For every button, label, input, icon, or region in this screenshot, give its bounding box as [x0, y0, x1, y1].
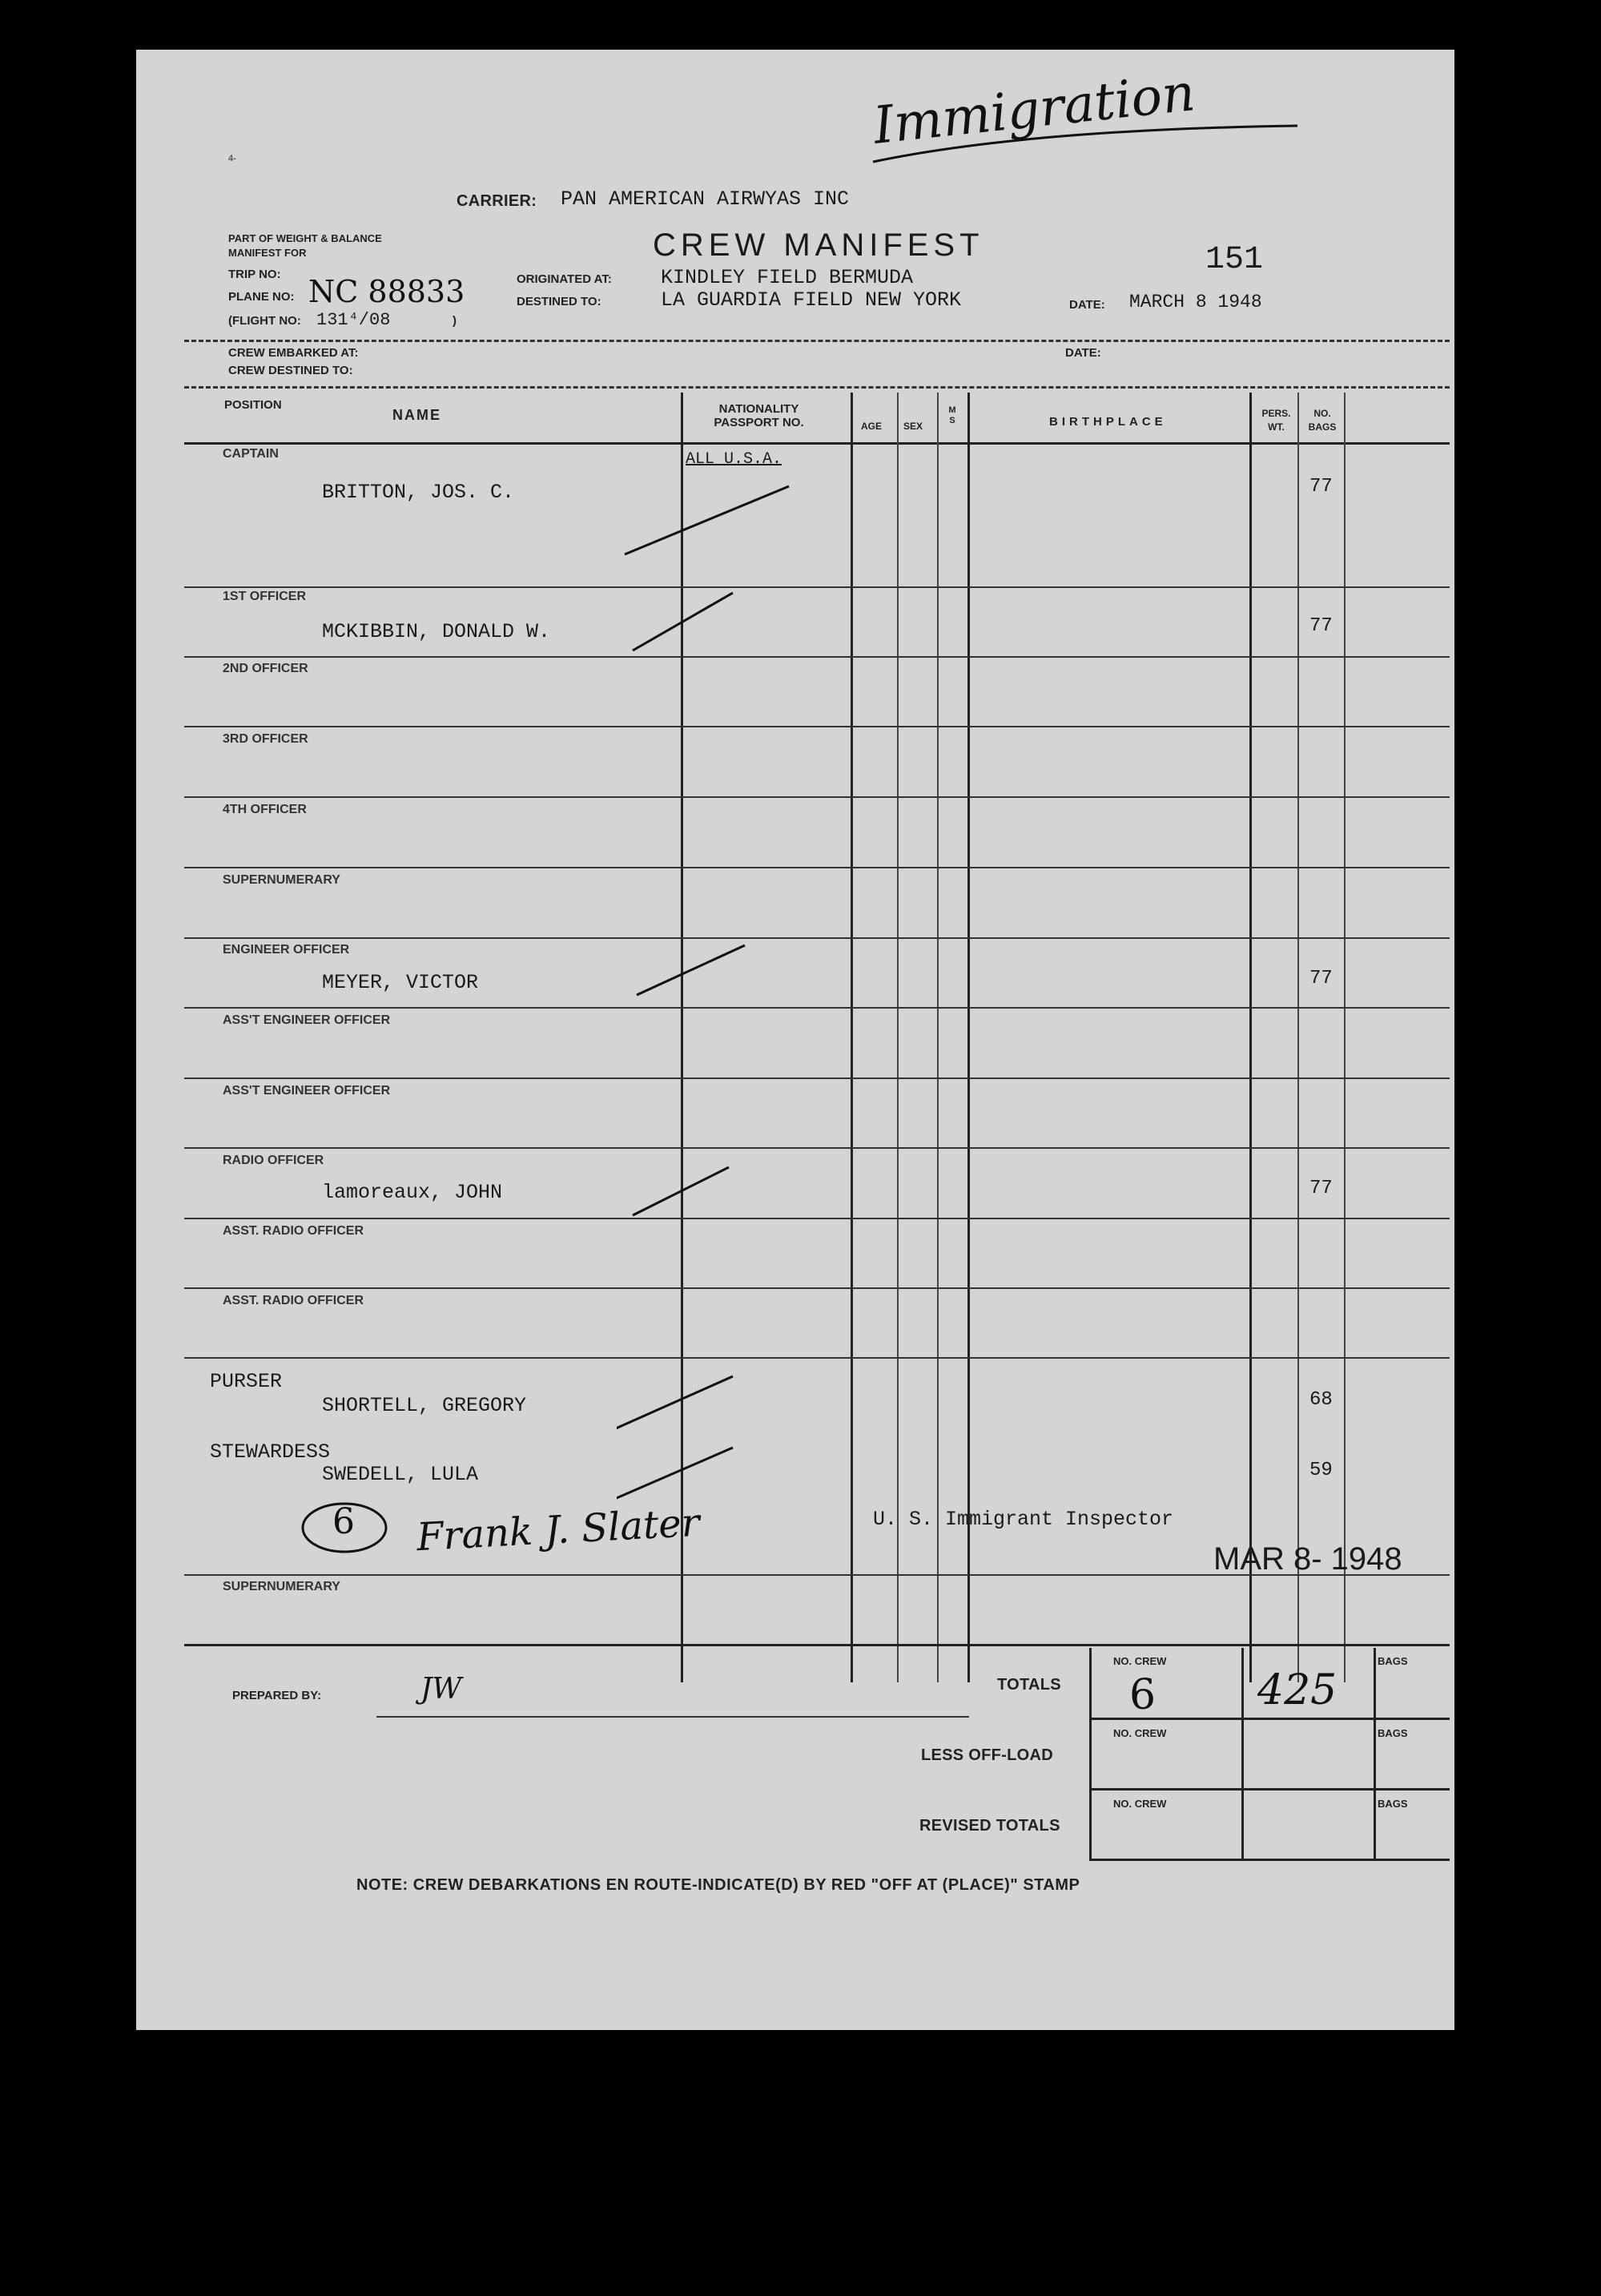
- row-position: 3RD OFFICER: [223, 732, 308, 746]
- no-crew-label: NO. CREW: [1113, 1727, 1167, 1739]
- originated-value: KINDLEY FIELD BERMUDA: [661, 266, 914, 289]
- prepared-by-line: [376, 1716, 969, 1718]
- inspector-signature: Frank J. Slater: [415, 1500, 701, 1561]
- revised-totals-label: REVISED TOTALS: [919, 1817, 1060, 1835]
- row-position: ENGINEER OFFICER: [223, 943, 350, 957]
- sheet-number: 151: [1205, 242, 1264, 278]
- immigration-handwritten-note: Immigration: [871, 63, 1198, 156]
- row-separator: [184, 1147, 1450, 1149]
- row-position: ASS'T ENGINEER OFFICER: [223, 1084, 391, 1098]
- date2-label: DATE:: [1065, 346, 1101, 360]
- crew-manifest-page: [136, 50, 1454, 2030]
- row-weight: 77: [1309, 476, 1333, 497]
- col-sex: SEX: [903, 421, 923, 432]
- prepared-by-label: PREPARED BY:: [232, 1689, 322, 1702]
- row-position: 1ST OFFICER: [223, 590, 307, 603]
- footer-note: NOTE: CREW DEBARKATIONS EN ROUTE-INDICATE(D) BY RED "OFF AT (PLACE)" STAMP: [356, 1876, 1080, 1894]
- row-name: lamoreaux, JOHN: [322, 1181, 503, 1204]
- row-position: 2ND OFFICER: [223, 662, 308, 675]
- row-weight: 59: [1309, 1460, 1333, 1481]
- date-stamp: MAR 8- 1948: [1213, 1541, 1402, 1577]
- row-weight: 77: [1309, 1178, 1333, 1199]
- total-weight-value: 425: [1257, 1666, 1338, 1714]
- plane-value: NC 88833: [308, 274, 465, 309]
- no-crew-label: NO. CREW: [1113, 1798, 1167, 1810]
- date-label: DATE:: [1069, 298, 1105, 312]
- row-name: BRITTON, JOS. C.: [322, 481, 515, 504]
- carrier-value: PAN AMERICAN AIRWYAS INC: [561, 187, 850, 211]
- date-value: MARCH 8 1948: [1129, 292, 1262, 312]
- flight-value: 131⁴/08: [316, 310, 391, 330]
- col-nationality: [697, 402, 821, 429]
- row-separator: [184, 1078, 1450, 1079]
- no-crew-label: NO. CREW: [1113, 1655, 1167, 1667]
- form-code: 4-: [228, 154, 236, 163]
- col-position: POSITION: [224, 398, 282, 412]
- col-no-bags-line-2: BAGS: [1308, 421, 1337, 433]
- bags-label: BAGS: [1378, 1655, 1408, 1667]
- row-separator: [184, 586, 1450, 588]
- crew-destined-label: CREW DESTINED TO:: [228, 364, 353, 377]
- row-weight: 77: [1309, 615, 1333, 637]
- totals-col-line: [1241, 1648, 1244, 1860]
- immigration-underline: [865, 106, 1313, 178]
- totals-row-line: [1089, 1859, 1450, 1861]
- prepared-by-value: JW: [420, 1673, 462, 1706]
- col-nationality-line-1: NATIONALITY: [718, 402, 799, 416]
- total-crew-value: 6: [1129, 1671, 1157, 1719]
- trip-label: TRIP NO:: [228, 268, 281, 281]
- row-name: SHORTELL, GREGORY: [322, 1394, 527, 1417]
- row-position: 4TH OFFICER: [223, 803, 307, 816]
- carrier-label: CARRIER:: [457, 192, 537, 210]
- col-birthplace: BIRTHPLACE: [1049, 415, 1167, 429]
- row-position: CAPTAIN: [223, 447, 279, 461]
- row-position: ASST. RADIO OFFICER: [223, 1294, 364, 1307]
- check-marks: [617, 450, 817, 1572]
- row-separator: [184, 796, 1450, 798]
- totals-row-line: [1089, 1788, 1450, 1790]
- row-position: SUPERNUMERARY: [223, 1580, 340, 1593]
- destined-label: DESTINED TO:: [517, 295, 601, 308]
- less-offload-label: LESS OFF-LOAD: [921, 1746, 1054, 1764]
- originated-label: ORIGINATED AT:: [517, 272, 612, 286]
- totals-label: TOTALS: [997, 1676, 1061, 1694]
- row-position: RADIO OFFICER: [223, 1154, 324, 1167]
- destined-value: LA GUARDIA FIELD NEW YORK: [661, 288, 962, 312]
- row-position: PURSER: [210, 1370, 283, 1393]
- totals-col-line: [1374, 1648, 1376, 1860]
- circled-count: 6: [332, 1501, 355, 1542]
- header-divider: [184, 340, 1450, 342]
- bags-label: BAGS: [1378, 1798, 1408, 1810]
- table-top-border: [184, 386, 1450, 389]
- crew-embarked-label: CREW EMBARKED AT:: [228, 346, 359, 360]
- row-name: MEYER, VICTOR: [322, 971, 479, 994]
- row-nationality: ALL U.S.A.: [686, 450, 782, 469]
- row-name: MCKIBBIN, DONALD W.: [322, 620, 551, 643]
- plane-label: PLANE NO:: [228, 290, 295, 304]
- row-separator: [184, 726, 1450, 727]
- col-pers-wt-line-1: PERS.: [1261, 408, 1291, 419]
- row-separator: [184, 1357, 1450, 1359]
- row-separator: [184, 1218, 1450, 1219]
- col-nationality-line-2: PASSPORT NO.: [714, 416, 804, 429]
- inspector-text: U. S. Immigrant Inspector: [873, 1508, 1174, 1531]
- page-title: CREW MANIFEST: [653, 228, 984, 263]
- part-of-label-1: PART OF WEIGHT & BALANCE: [228, 232, 382, 244]
- col-pers-wt-line-2: WT.: [1268, 421, 1285, 433]
- row-name: SWEDELL, LULA: [322, 1463, 479, 1486]
- row-separator: [184, 1287, 1450, 1289]
- col-ms: M S: [948, 405, 956, 425]
- flight-label: (FLIGHT NO:: [228, 314, 301, 328]
- row-separator: [184, 1007, 1450, 1009]
- part-of-label-2: MANIFEST FOR: [228, 247, 307, 259]
- col-age: AGE: [861, 421, 883, 432]
- col-pers-wt: [1254, 407, 1298, 434]
- row-position: STEWARDESS: [210, 1440, 331, 1464]
- row-position: SUPERNUMERARY: [223, 873, 340, 887]
- col-name: NAME: [392, 407, 441, 423]
- row-weight: 68: [1309, 1389, 1333, 1411]
- flight-close: ): [453, 314, 457, 328]
- row-position: ASS'T ENGINEER OFFICER: [223, 1013, 391, 1027]
- bags-label: BAGS: [1378, 1727, 1408, 1739]
- col-no-bags-line-1: NO.: [1313, 408, 1331, 419]
- row-separator: [184, 656, 1450, 658]
- col-no-bags: [1302, 407, 1342, 434]
- row-separator: [184, 867, 1450, 868]
- header-bottom-line: [184, 442, 1450, 445]
- row-separator: [184, 937, 1450, 939]
- row-position: ASST. RADIO OFFICER: [223, 1224, 364, 1238]
- totals-col-line: [1089, 1648, 1092, 1860]
- row-weight: 77: [1309, 968, 1333, 989]
- table-bottom-line: [184, 1644, 1450, 1646]
